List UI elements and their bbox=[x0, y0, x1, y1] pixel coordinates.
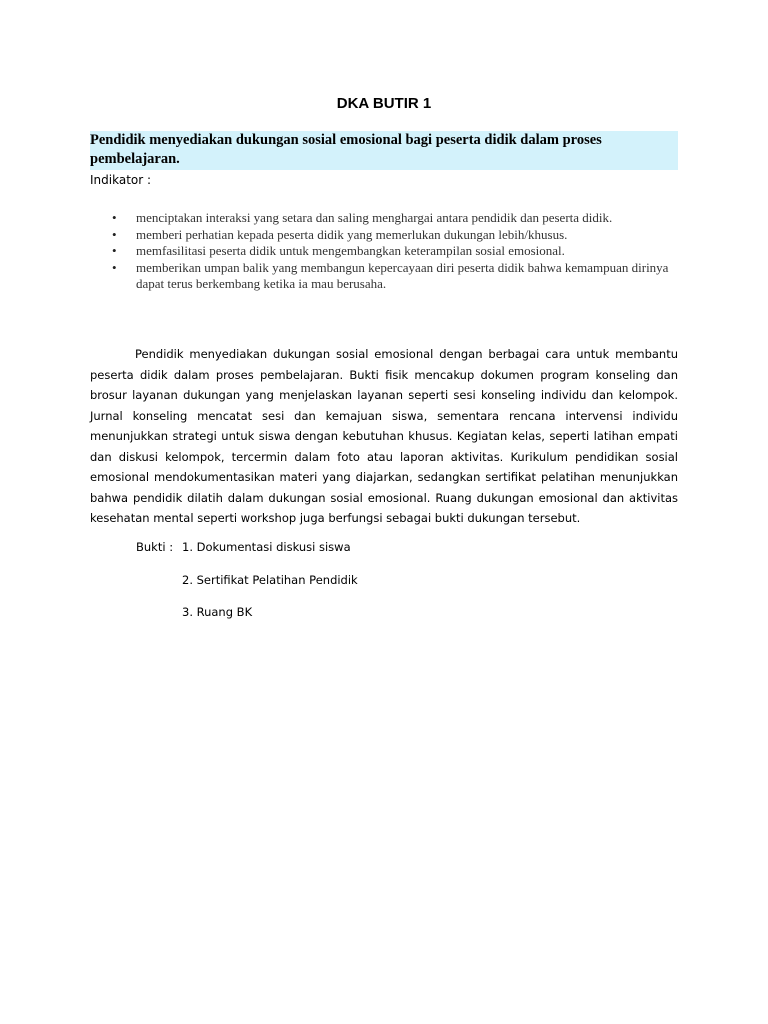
bukti-row bbox=[136, 539, 182, 555]
bullet-icon: • bbox=[112, 226, 117, 242]
body-paragraph: Pendidik menyediakan dukungan sosial emosional dengan berbagai cara untuk membantu peserta didik dalam proses pembelajaran. Bukti fisik mencakup dokumen program konseling dan brosur layanan dukungan yang menjelaskan layanan seperti sesi konseling individu dan kelompok. Jurnal konseling mencatat sesi dan kemajuan siswa, sementara rencana intervensi individu menunjukkan strategi untuk siswa dengan kebutuhan khusus. Kegiatan kelas, seperti latihan empati dan diskusi kelompok, tercermin dalam foto atau laporan aktivitas. Kurikulum pendidikan sosial emosional mendokumentasikan materi yang diajarkan, sedangkan sertifikat pelatihan menunjukkan bahwa pendidik dilatih dalam dukungan sosial emosional. Ruang dukungan emosional dan aktivitas kesehatan mental seperti workshop juga berfungsi sebagai bukti dukungan tersebut. bbox=[90, 347, 678, 525]
list-item bbox=[90, 227, 678, 244]
indikator-label: Indikator : bbox=[90, 173, 152, 187]
bukti-label: Bukti : bbox=[136, 540, 174, 554]
bukti-item: 3. Ruang BK bbox=[182, 605, 253, 619]
bukti-item: 2. Sertifikat Pelatihan Pendidik bbox=[182, 573, 358, 587]
standard-heading: Pendidik menyediakan dukungan sosial emosional bagi peserta didik dalam proses pembelajaran. bbox=[90, 131, 678, 170]
indicator-text: menciptakan interaksi yang setara dan saling menghargai antara pendidik dan peserta didik. bbox=[136, 210, 613, 225]
indicator-text: memberi perhatian kepada peserta didik yang memerlukan dukungan lebih/khusus. bbox=[136, 226, 568, 242]
bullet-icon: • bbox=[112, 259, 117, 275]
indicator-text: memfasilitasi peserta didik untuk mengembangkan keterampilan sosial emosional. bbox=[136, 243, 565, 258]
bullet-icon: • bbox=[112, 243, 117, 258]
bukti-item: 1. Dokumentasi diskusi siswa bbox=[182, 540, 351, 554]
indicator-text: memberikan umpan balik yang membangun kepercayaan diri peserta didik bahwa kemampuan dirinya dapat terus berkembang ketika ia mau berusaha. bbox=[136, 259, 669, 291]
list-item bbox=[90, 210, 678, 227]
bullet-icon: • bbox=[112, 210, 117, 225]
indicator-list bbox=[90, 210, 678, 293]
page-title: DKA BUTIR 1 bbox=[336, 95, 432, 112]
list-item bbox=[90, 243, 678, 260]
list-item bbox=[90, 260, 678, 293]
